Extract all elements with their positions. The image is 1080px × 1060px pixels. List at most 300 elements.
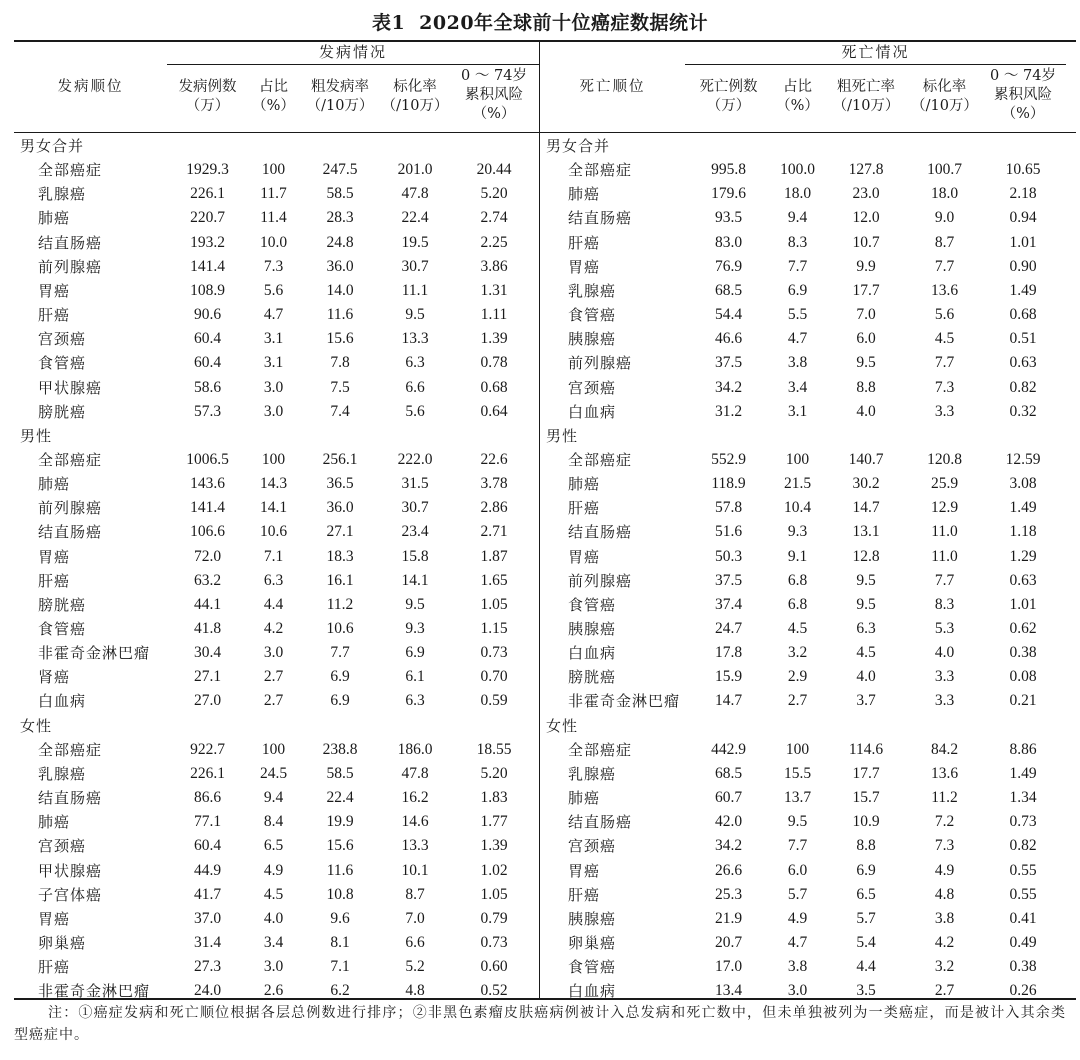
incidence-row-value: 41.7 <box>193 885 222 903</box>
mortality-row-value: 5.5 <box>787 306 808 324</box>
mortality-row-value: 23.0 <box>852 185 880 203</box>
incidence-row-value: 16.1 <box>326 571 354 589</box>
incidence-row-value: 18.55 <box>476 740 512 758</box>
mortality-row-value: 4.0 <box>934 644 955 662</box>
incidence-row-value: 11.4 <box>260 209 287 227</box>
incidence-row-value: 7.5 <box>330 378 350 396</box>
mortality-row-value: 8.8 <box>856 378 876 396</box>
incidence-row-value: 3.78 <box>480 475 508 493</box>
incidence-group-underline <box>167 64 539 65</box>
mortality-row-value: 3.7 <box>856 692 876 710</box>
incidence-row-name: 结直肠癌 <box>38 789 103 808</box>
mortality-row-name: 非霍奇金淋巴瘤 <box>568 692 681 711</box>
incidence-row-value: 6.1 <box>405 668 425 686</box>
mortality-row-name: 胃癌 <box>568 257 601 276</box>
incidence-group-header: 发病情况 <box>318 43 387 61</box>
incidence-row-value: 4.5 <box>263 885 284 903</box>
mortality-row-value: 2.7 <box>787 692 808 710</box>
incidence-row-value: 100 <box>261 450 286 468</box>
incidence-row-value: 1.05 <box>480 885 508 903</box>
mortality-row-value: 2.7 <box>934 982 955 1000</box>
incidence-row-value: 27.1 <box>326 523 354 541</box>
incidence-row-value: 10.8 <box>326 885 354 903</box>
incidence-row-name: 胃癌 <box>38 547 71 566</box>
incidence-row-value: 100 <box>261 161 286 179</box>
incidence-row-value: 58.5 <box>326 185 354 203</box>
mortality-row-value: 0.82 <box>1009 837 1037 855</box>
incidence-row-value: 4.4 <box>263 595 284 613</box>
incidence-row-value: 6.9 <box>330 668 350 686</box>
mortality-row-name: 前列腺癌 <box>568 354 633 373</box>
incidence-row-value: 7.4 <box>330 402 350 420</box>
incidence-section-label: 男性 <box>20 426 53 445</box>
mortality-row-value: 34.2 <box>714 378 743 396</box>
mortality-row-value: 3.2 <box>787 644 808 662</box>
mortality-row-value: 127.8 <box>848 161 884 179</box>
mortality-row-value: 0.63 <box>1009 354 1037 372</box>
incidence-row-name: 甲状腺癌 <box>38 378 103 397</box>
mortality-col-header-1: 死亡例数 （万） <box>699 79 758 114</box>
mortality-row-value: 3.8 <box>934 909 955 927</box>
incidence-row-value: 31.4 <box>193 933 222 951</box>
incidence-row-name: 肝癌 <box>38 306 71 325</box>
incidence-col-header-4: 标化率 （/10万） <box>381 79 449 114</box>
mortality-row-value: 2.18 <box>1009 185 1037 203</box>
mortality-row-value: 442.9 <box>711 740 746 758</box>
mortality-row-value: 26.6 <box>714 861 743 879</box>
mortality-row-value: 1.29 <box>1009 547 1037 565</box>
mortality-row-value: 9.4 <box>787 209 808 227</box>
incidence-rank-header: 发病顺位 <box>57 79 124 95</box>
mortality-row-name: 宫颈癌 <box>568 378 617 397</box>
mortality-row-value: 9.5 <box>856 595 876 613</box>
mortality-row-value: 13.6 <box>930 764 959 782</box>
mortality-row-value: 0.32 <box>1009 402 1037 420</box>
incidence-row-value: 86.6 <box>193 789 222 807</box>
mortality-rank-header: 死亡顺位 <box>579 79 646 95</box>
incidence-row-value: 30.7 <box>401 499 429 517</box>
mortality-row-name: 前列腺癌 <box>568 571 633 590</box>
incidence-row-value: 0.52 <box>480 982 508 1000</box>
incidence-row-value: 10.0 <box>259 233 288 251</box>
mortality-row-value: 21.9 <box>714 909 743 927</box>
mortality-row-value: 12.59 <box>1005 450 1041 468</box>
incidence-row-value: 7.0 <box>405 909 425 927</box>
mortality-row-value: 25.3 <box>714 885 743 903</box>
incidence-row-name: 前列腺癌 <box>38 257 103 276</box>
incidence-row-value: 4.2 <box>263 620 284 637</box>
incidence-row-value: 47.8 <box>401 185 429 203</box>
mortality-row-value: 120.8 <box>927 450 962 468</box>
mortality-row-value: 0.94 <box>1009 209 1037 227</box>
mortality-row-value: 9.9 <box>856 257 876 275</box>
mortality-row-value: 3.8 <box>787 958 808 976</box>
incidence-row-value: 36.0 <box>326 257 354 275</box>
incidence-row-value: 19.9 <box>326 813 354 831</box>
incidence-col-header-3: 粗发病率 （/10万） <box>306 79 374 114</box>
incidence-row-value: 22.4 <box>326 789 354 807</box>
mortality-row-name: 膀胱癌 <box>568 668 617 687</box>
incidence-row-value: 23.4 <box>401 523 429 541</box>
incidence-row-value: 14.0 <box>326 281 354 299</box>
incidence-row-value: 15.6 <box>326 330 354 348</box>
incidence-row-value: 8.4 <box>263 813 284 831</box>
incidence-col-header-2: 占比 （%） <box>252 79 295 114</box>
mortality-row-name: 白血病 <box>568 982 617 1001</box>
incidence-row-value: 6.3 <box>263 571 284 589</box>
incidence-row-value: 0.64 <box>480 402 508 420</box>
incidence-row-name: 膀胱癌 <box>38 595 87 614</box>
mortality-row-value: 37.4 <box>714 595 743 613</box>
incidence-row-value: 1.83 <box>480 789 508 807</box>
incidence-row-value: 27.3 <box>193 958 222 976</box>
incidence-row-value: 36.0 <box>326 499 354 517</box>
incidence-row-name: 膀胱癌 <box>38 402 87 421</box>
incidence-row-value: 7.3 <box>263 257 284 275</box>
incidence-row-name: 肾癌 <box>38 668 71 687</box>
mortality-row-value: 0.38 <box>1009 644 1037 662</box>
incidence-col-header-5: 0 ～ 74岁 累积风险 （%） <box>461 68 527 122</box>
mortality-row-value: 7.2 <box>934 813 955 831</box>
incidence-row-value: 186.0 <box>397 740 433 758</box>
mortality-row-value: 0.73 <box>1009 813 1037 831</box>
incidence-row-value: 41.8 <box>193 620 222 637</box>
mortality-row-value: 93.5 <box>714 209 743 227</box>
incidence-row-name: 子宫体癌 <box>38 885 103 904</box>
incidence-row-value: 36.5 <box>326 475 354 493</box>
incidence-row-name: 甲状腺癌 <box>38 861 103 880</box>
incidence-row-value: 108.9 <box>190 281 225 299</box>
incidence-row-value: 10.6 <box>259 523 288 541</box>
incidence-row-value: 63.2 <box>193 571 222 589</box>
incidence-row-name: 肝癌 <box>38 958 71 977</box>
mortality-row-value: 18.0 <box>930 185 959 203</box>
mortality-section-label: 女性 <box>546 716 579 735</box>
mortality-row-value: 0.51 <box>1009 330 1037 348</box>
mortality-row-value: 9.5 <box>856 571 876 589</box>
incidence-row-name: 非霍奇金淋巴瘤 <box>38 644 151 663</box>
incidence-row-name: 全部癌症 <box>38 161 103 180</box>
incidence-row-value: 24.5 <box>259 764 288 782</box>
mortality-row-value: 0.41 <box>1009 909 1037 927</box>
mortality-col-header-4: 标化率 （/10万） <box>911 79 978 114</box>
incidence-row-value: 58.6 <box>193 378 222 396</box>
mortality-row-value: 10.9 <box>852 813 880 831</box>
incidence-row-value: 1.65 <box>480 571 508 589</box>
mortality-row-value: 0.55 <box>1009 861 1037 879</box>
incidence-row-value: 0.70 <box>480 668 508 686</box>
mortality-row-name: 肺癌 <box>568 185 601 204</box>
incidence-row-value: 14.1 <box>401 571 429 589</box>
incidence-row-value: 14.3 <box>259 475 288 493</box>
incidence-row-value: 18.3 <box>326 547 354 565</box>
mortality-col-header-5: 0 ～ 74岁 累积风险 （%） <box>990 68 1056 122</box>
table-title <box>0 8 1080 38</box>
mortality-row-value: 18.0 <box>783 185 812 203</box>
incidence-row-value: 3.86 <box>480 257 508 275</box>
mortality-row-name: 肝癌 <box>568 885 601 904</box>
incidence-row-value: 30.7 <box>401 257 429 275</box>
mortality-row-value: 11.2 <box>931 789 958 807</box>
mortality-row-value: 7.0 <box>856 306 876 324</box>
mortality-row-value: 5.7 <box>787 885 808 903</box>
table-number: 表1 <box>371 12 406 34</box>
incidence-row-value: 10.6 <box>326 620 354 637</box>
incidence-row-value: 6.2 <box>330 982 350 1000</box>
incidence-row-value: 13.3 <box>401 837 429 855</box>
mortality-row-value: 100 <box>785 740 810 758</box>
mortality-row-value: 76.9 <box>714 257 743 275</box>
mortality-row-value: 9.3 <box>787 523 808 541</box>
incidence-row-name: 乳腺癌 <box>38 764 87 783</box>
incidence-row-name: 肝癌 <box>38 571 71 590</box>
mortality-section-label: 男女合并 <box>546 137 611 155</box>
mortality-row-value: 7.7 <box>934 571 955 589</box>
mortality-row-name: 结直肠癌 <box>568 813 633 832</box>
incidence-row-value: 2.74 <box>480 209 508 227</box>
mortality-row-value: 24.7 <box>714 620 743 637</box>
mortality-row-value: 31.2 <box>714 402 743 420</box>
mortality-row-value: 13.6 <box>930 281 959 299</box>
incidence-row-value: 20.44 <box>476 161 512 179</box>
incidence-row-value: 1.77 <box>480 813 508 831</box>
center-divider <box>539 41 540 998</box>
incidence-row-value: 4.9 <box>263 861 284 879</box>
incidence-row-value: 3.0 <box>263 644 284 662</box>
incidence-row-value: 11.6 <box>326 861 354 879</box>
incidence-row-value: 6.9 <box>405 644 425 662</box>
mortality-row-value: 4.9 <box>934 861 955 879</box>
incidence-row-value: 15.8 <box>401 547 429 565</box>
mortality-row-value: 15.9 <box>714 668 743 686</box>
incidence-row-value: 90.6 <box>193 306 222 324</box>
incidence-row-value: 5.2 <box>405 958 425 976</box>
mortality-row-value: 3.8 <box>787 354 808 372</box>
incidence-row-value: 0.79 <box>480 909 508 927</box>
mortality-row-value: 0.62 <box>1009 620 1037 637</box>
mortality-row-value: 3.2 <box>934 958 955 976</box>
mortality-row-value: 4.0 <box>856 402 876 420</box>
mortality-row-name: 肝癌 <box>568 233 601 252</box>
incidence-row-value: 4.8 <box>405 982 425 1000</box>
mortality-row-value: 12.8 <box>852 547 880 565</box>
mortality-row-value: 34.2 <box>714 837 743 855</box>
mortality-row-value: 9.1 <box>787 547 808 565</box>
incidence-row-name: 卵巢癌 <box>38 933 87 952</box>
incidence-row-value: 7.8 <box>330 354 350 372</box>
incidence-row-value: 3.4 <box>263 933 284 951</box>
incidence-row-value: 3.0 <box>263 402 284 420</box>
mortality-row-value: 0.38 <box>1009 958 1037 976</box>
incidence-row-value: 37.0 <box>193 909 222 927</box>
incidence-row-value: 11.2 <box>326 595 354 613</box>
mortality-row-value: 4.7 <box>787 330 808 348</box>
incidence-row-value: 11.1 <box>401 281 429 299</box>
mortality-row-value: 83.0 <box>714 233 743 251</box>
mortality-row-name: 胰腺癌 <box>568 330 617 349</box>
incidence-row-value: 0.68 <box>480 378 508 396</box>
incidence-row-value: 22.6 <box>480 450 508 468</box>
mortality-row-value: 50.3 <box>714 547 743 565</box>
incidence-row-value: 1006.5 <box>186 450 229 468</box>
incidence-row-value: 9.3 <box>405 620 425 637</box>
mortality-row-name: 肺癌 <box>568 475 601 494</box>
incidence-row-value: 2.7 <box>263 668 284 686</box>
mortality-row-value: 7.3 <box>934 837 955 855</box>
mortality-row-value: 15.5 <box>783 764 812 782</box>
incidence-row-value: 11.7 <box>260 185 287 203</box>
mortality-row-value: 25.9 <box>930 475 959 493</box>
mortality-row-value: 6.9 <box>787 281 808 299</box>
incidence-row-value: 1.11 <box>480 306 508 324</box>
incidence-row-name: 肺癌 <box>38 813 71 832</box>
incidence-row-value: 0.59 <box>480 692 508 710</box>
incidence-row-name: 肺癌 <box>38 475 71 494</box>
incidence-row-value: 5.20 <box>480 764 508 782</box>
mortality-col-header-3: 粗死亡率 （/10万） <box>832 79 900 114</box>
mortality-row-value: 4.5 <box>787 620 808 637</box>
incidence-row-value: 4.7 <box>263 306 284 324</box>
mortality-row-value: 13.1 <box>852 523 880 541</box>
mortality-row-value: 9.5 <box>787 813 808 831</box>
mortality-row-value: 3.08 <box>1009 475 1037 493</box>
mortality-row-name: 胃癌 <box>568 547 601 566</box>
mortality-row-name: 全部癌症 <box>568 161 633 180</box>
incidence-row-name: 全部癌症 <box>38 740 103 759</box>
mortality-row-value: 1.34 <box>1009 789 1037 807</box>
incidence-row-value: 1929.3 <box>186 161 229 179</box>
mortality-row-value: 2.9 <box>787 668 808 686</box>
incidence-col-header-1: 发病例数 （万） <box>178 79 237 114</box>
incidence-row-value: 7.7 <box>330 644 350 662</box>
mortality-row-value: 1.01 <box>1009 595 1037 613</box>
incidence-row-value: 58.5 <box>326 764 354 782</box>
incidence-row-value: 1.87 <box>480 547 508 565</box>
mortality-row-value: 68.5 <box>714 281 743 299</box>
incidence-row-value: 4.0 <box>263 909 284 927</box>
incidence-row-value: 14.1 <box>259 499 288 517</box>
mortality-row-value: 0.08 <box>1009 668 1037 686</box>
mortality-row-value: 6.5 <box>856 885 876 903</box>
mortality-row-value: 54.4 <box>714 306 743 324</box>
mortality-row-value: 3.3 <box>934 692 955 710</box>
mortality-row-value: 5.3 <box>934 620 955 637</box>
incidence-row-value: 9.5 <box>405 306 425 324</box>
incidence-row-value: 0.73 <box>480 644 508 662</box>
mortality-row-value: 552.9 <box>711 450 746 468</box>
incidence-row-value: 0.60 <box>480 958 508 976</box>
mortality-row-name: 结直肠癌 <box>568 209 633 228</box>
mortality-row-value: 8.3 <box>934 595 955 613</box>
mortality-row-value: 17.7 <box>852 764 880 782</box>
incidence-row-value: 24.8 <box>326 233 354 251</box>
mortality-row-value: 100.7 <box>927 161 962 179</box>
incidence-row-value: 6.9 <box>330 692 350 710</box>
mortality-row-value: 9.5 <box>856 354 876 372</box>
incidence-row-value: 1.02 <box>480 861 508 879</box>
mortality-row-name: 胃癌 <box>568 861 601 880</box>
incidence-row-value: 0.73 <box>480 933 508 951</box>
mortality-row-value: 6.3 <box>856 620 876 637</box>
mortality-row-value: 1.49 <box>1009 281 1037 299</box>
mortality-row-value: 3.3 <box>934 402 955 420</box>
mortality-row-value: 3.4 <box>787 378 808 396</box>
mortality-row-name: 食管癌 <box>568 595 617 614</box>
mortality-row-value: 7.7 <box>934 257 955 275</box>
mortality-row-value: 100 <box>785 450 810 468</box>
mortality-row-value: 17.7 <box>852 281 880 299</box>
mortality-row-value: 995.8 <box>711 161 746 179</box>
incidence-row-value: 60.4 <box>193 330 222 348</box>
incidence-row-name: 宫颈癌 <box>38 330 87 349</box>
mortality-row-value: 4.5 <box>934 330 955 348</box>
incidence-row-value: 0.78 <box>480 354 508 372</box>
incidence-row-value: 5.6 <box>263 281 284 299</box>
incidence-row-value: 10.1 <box>401 861 429 879</box>
incidence-row-value: 6.3 <box>405 354 425 372</box>
incidence-row-name: 肺癌 <box>38 209 71 228</box>
mortality-row-name: 乳腺癌 <box>568 281 617 300</box>
incidence-row-value: 47.8 <box>401 764 429 782</box>
mortality-row-value: 9.0 <box>934 209 955 227</box>
mortality-row-value: 7.3 <box>934 378 955 396</box>
incidence-row-value: 3.1 <box>263 330 284 348</box>
incidence-row-value: 2.7 <box>263 692 284 710</box>
mortality-row-value: 3.5 <box>856 982 876 1000</box>
mortality-row-value: 1.01 <box>1009 233 1037 251</box>
mortality-row-value: 6.8 <box>787 595 808 613</box>
top-rule <box>14 40 1076 42</box>
mortality-row-value: 13.4 <box>714 982 743 1000</box>
mortality-row-value: 1.49 <box>1009 499 1037 517</box>
incidence-row-value: 77.1 <box>193 813 222 831</box>
incidence-row-value: 3.1 <box>263 354 284 372</box>
mortality-row-value: 0.82 <box>1009 378 1037 396</box>
incidence-row-value: 220.7 <box>190 209 225 227</box>
incidence-row-value: 7.1 <box>330 958 350 976</box>
mortality-row-name: 卵巢癌 <box>568 933 617 952</box>
mortality-row-value: 57.8 <box>714 499 743 517</box>
table-note: 注：①癌症发病和死亡顺位根据各层总例数进行排序；②非黑色素瘤皮肤癌病例被计入总发病和死亡数中，但未单独被列为一类癌症，而是被计入其余类型癌症中。 <box>14 1005 1066 1043</box>
mortality-row-value: 4.4 <box>856 958 876 976</box>
mortality-row-value: 5.4 <box>856 933 876 951</box>
mortality-row-value: 179.6 <box>711 185 746 203</box>
incidence-row-value: 143.6 <box>190 475 225 493</box>
mortality-row-value: 3.0 <box>787 982 808 1000</box>
mortality-row-name: 胰腺癌 <box>568 909 617 928</box>
mortality-row-value: 4.8 <box>934 885 955 903</box>
mortality-row-value: 51.6 <box>714 523 743 541</box>
incidence-row-value: 31.5 <box>401 475 429 493</box>
mortality-row-value: 7.7 <box>787 257 808 275</box>
mortality-row-value: 11.0 <box>931 547 958 565</box>
incidence-row-value: 60.4 <box>193 354 222 372</box>
mortality-row-value: 3.1 <box>787 402 808 420</box>
mortality-row-value: 8.7 <box>934 233 955 251</box>
incidence-row-value: 1.39 <box>480 837 508 855</box>
mortality-row-value: 0.21 <box>1009 692 1037 710</box>
incidence-row-value: 8.7 <box>405 885 425 903</box>
incidence-row-name: 胃癌 <box>38 281 71 300</box>
mortality-row-value: 0.55 <box>1009 885 1037 903</box>
mortality-row-value: 30.2 <box>852 475 880 493</box>
mortality-col-header-2: 占比 （%） <box>776 79 819 114</box>
mortality-row-value: 100.0 <box>780 161 815 179</box>
header-bottom-rule <box>14 132 1076 133</box>
mortality-row-value: 46.6 <box>714 330 743 348</box>
mortality-row-value: 4.5 <box>856 644 876 662</box>
incidence-row-name: 前列腺癌 <box>38 499 103 518</box>
